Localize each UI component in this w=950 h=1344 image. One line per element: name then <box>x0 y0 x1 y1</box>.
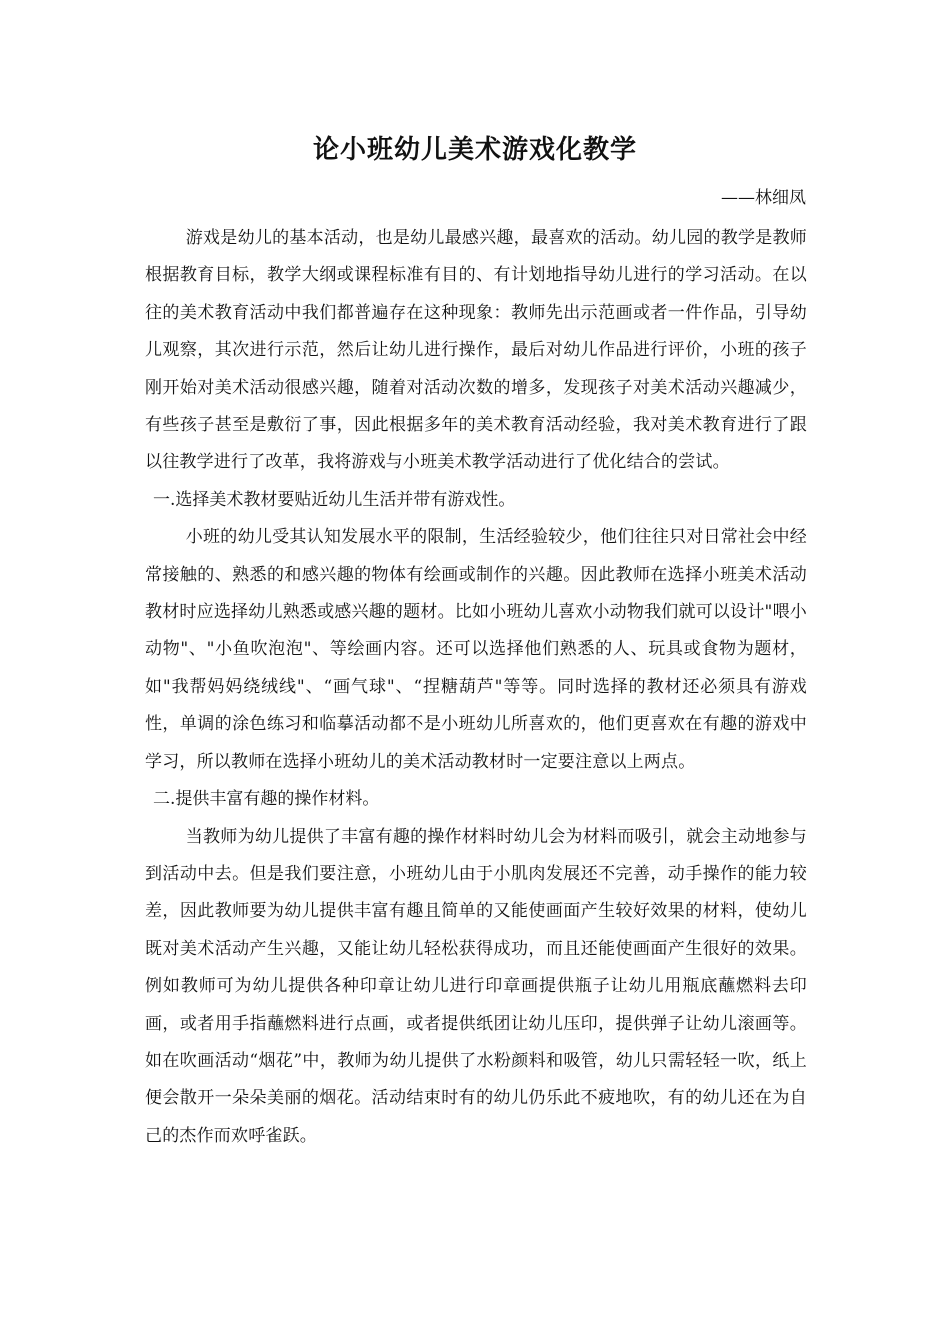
section-heading-1: 一.选择美术教材要贴近幼儿生活并带有游戏性。 <box>153 489 516 510</box>
section-heading-2: 二.提供丰富有趣的操作材料。 <box>153 789 380 810</box>
paragraph-section-1: 小班的幼儿受其认知发展水平的限制，生活经验较少，他们往往只对日常社会中经常接触的、熟悉的和感兴趣的物体有绘画或制作的兴趣。因此教师在选择小班美术活动教材时应选择幼儿熟悉或感兴趣的题材。比如小班幼儿喜欢小动物我们就可以设计"喂小动物"、"小鱼吹泡泡"、等绘画内容。还可以选择他们熟悉的人、玩具或食物为题材，如"我帮妈妈绕绒线"、“画气球"、“捏糖葫芦"等等。同时选择的教材还必须具有游戏性，单调的涂色练习和临摹活动都不是小班幼儿所喜欢的，他们更喜欢在有趣的游戏中学习，所以教师在选择小班幼儿的美术活动教材时一定要注意以上两点。 <box>145 527 807 772</box>
paragraph-section-2: 当教师为幼儿提供了丰富有趣的操作材料时幼儿会为材料而吸引，就会主动地参与到活动中去。但是我们要注意，小班幼儿由于小肌肉发展还不完善，动手操作的能力较差，因此教师要为幼儿提供丰富有趣且简单的又能使画面产生较好效果的材料，使幼儿既对美术活动产生兴趣，又能让幼儿轻松获得成功，而且还能使画面产生很好的效果。例如教师可为幼儿提供各种印章让幼儿进行印章画提供瓶子让幼儿用瓶底蘸燃料去印画，或者用手指蘸燃料进行点画，或者提供纸团让幼儿压印，提供弹子让幼儿滚画等。如在吹画活动“烟花”中，教师为幼儿提供了水粉颜料和吸管，幼儿只需轻轻一吹，纸上便会散开一朵朵美丽的烟花。活动结束时有的幼儿仍乐此不疲地吹，有的幼儿还在为自己的杰作而欢呼雀跃。 <box>145 826 807 1146</box>
author-line: ——林细凤 <box>721 188 806 208</box>
document-body <box>145 220 807 1155</box>
paragraph-intro: 游戏是幼儿的基本活动，也是幼儿最感兴趣，最喜欢的活动。幼儿园的教学是教师根据教育目标，教学大纲或课程标准有目的、有计划地指导幼儿进行的学习活动。在以往的美术教育活动中我们都普遍存在这种现象：教师先出示范画或者一件作品，引导幼儿观察，其次进行示范，然后让幼儿进行操作，最后对幼儿作品进行评价，小班的孩子刚开始对美术活动很感兴趣，随着对活动次数的增多，发现孩子对美术活动兴趣减少，有些孩子甚至是敷衍了事，因此根据多年的美术教育活动经验，我对美术教育进行了跟以往教学进行了改革，我将游戏与小班美术教学活动进行了优化结合的尝试。 <box>145 228 807 473</box>
page-title: 论小班幼儿美术游戏化教学 <box>312 135 637 165</box>
